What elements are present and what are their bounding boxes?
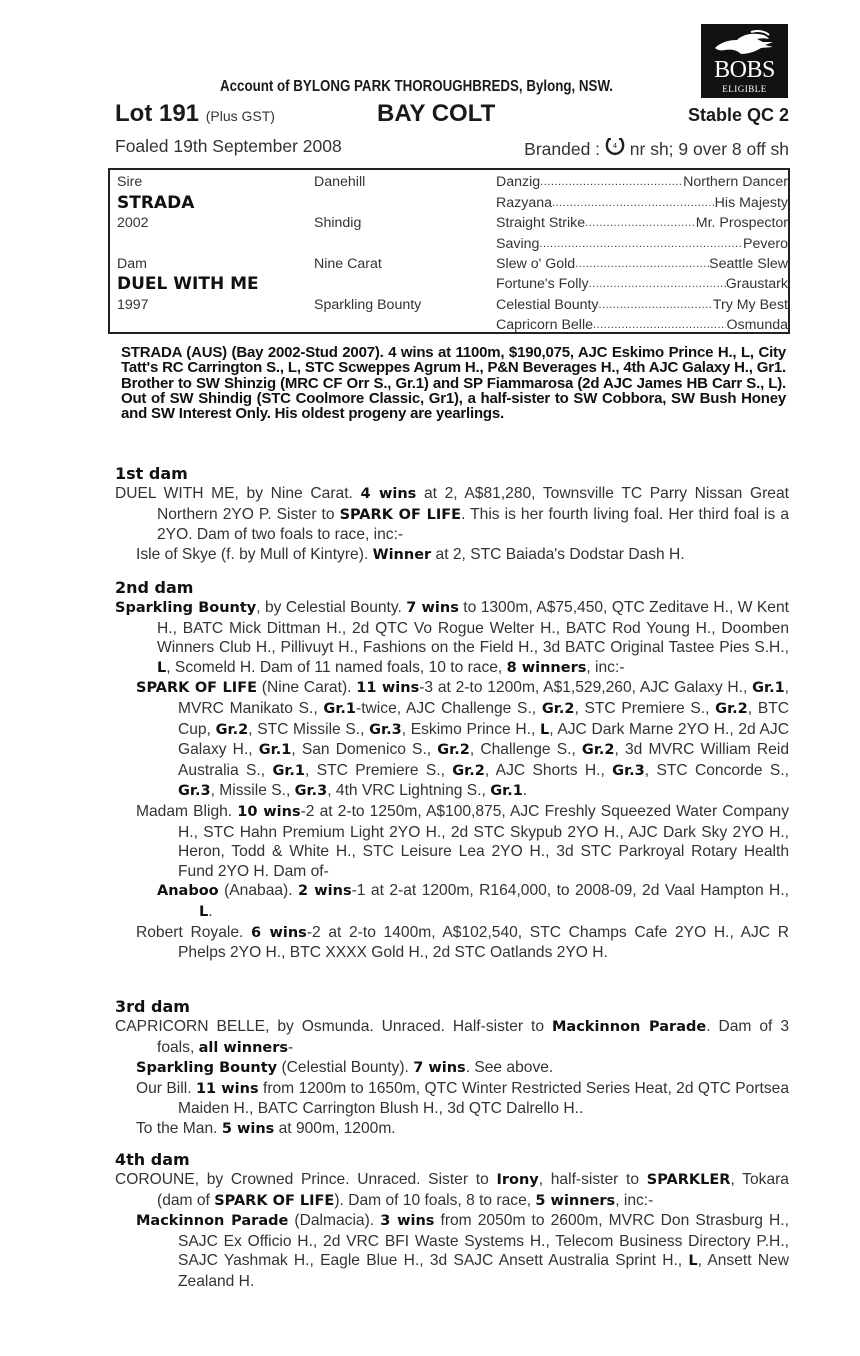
lot-label: Lot 191 [115,100,200,127]
dam-label: Dam [117,256,147,272]
pedigree-table [108,168,790,334]
sire-year: 2002 [117,215,149,231]
entries [115,598,789,963]
dam-entry: Sparkling Bounty, by Celestial Bounty. 7 wins to 1300m, A$75,450, QTC Zeditave H., W Kent H., BATC Mick Dittman H., 2d QTC Vo Rogue Welter H., BATC Rod Young H., Doomben Winners Club H., Pillivuyt H., Fashions on the Field H., 3d BATC Original Tastee Pies S.H., L, Scomeld H. Dam of 11 named foals, 10 to race, 8 winners, inc:- [115,599,789,676]
section-heading: 2nd dam [115,578,194,597]
progeny-entry: SPARK OF LIFE (Nine Carat). 11 wins-3 at 2-to 1200m, A$1,529,260, AJC Galaxy H., Gr.1, MVRC Manikato S., Gr.1-twice, AJC Challenge S., Gr.2, STC Premiere S., Gr.2, BTC Cup, Gr.2, STC Missile S., Gr.3, Eskimo Prince H., L, AJC Dark Marne 2YO H., 2d AJC Galaxy H., Gr.1, San Domenico S., Gr.2, Challenge S., Gr.2, 3d MVRC William Reid Australia S., Gr.1, STC Premiere S., Gr.2, AJC Shorts H., Gr.3, STC Concorde S., Gr.3, Missile S., Gr.3, 4th VRC Lightning S., Gr.1. [136,679,790,800]
grandparent-row: Celestial Bounty ..... Try My Best [496,295,788,315]
dam-section-3 [115,997,789,1140]
entries [115,484,789,565]
progeny-entry: Isle of Skye (f. by Mull of Kintyre). Winner at 2, STC Baiada's Dodstar Dash H. [136,545,685,563]
svg-text:4: 4 [612,142,618,150]
sire-dam: Shindig [314,215,362,231]
dam-section-1 [115,464,789,565]
branded-info [524,136,789,160]
progeny-entry: Our Bill. 11 wins from 1200m to 1650m, QTC Winter Restricted Series Heat, 2d QTC Portsea Maiden H., BATC Carrington Blush H., 3d QTC Dalrello H.. [136,1079,790,1118]
dam-section-4 [115,1150,789,1292]
sire-name: STRADA [117,193,195,213]
sire-label: Sire [117,174,143,190]
sire-summary: STRADA (AUS) (Bay 2002-Stud 2007). 4 wins at 1100m, $190,075, AJC Eskimo Prince H., L, City Tatt's RC Carrington S., L, STC Scweppes Agrum H., P&N Beverages H., 4th AJC Galaxy H., Gr1. Brother to SW Shinzig (MRC CF Orr S., Gr.1) and SP Fiammarosa (2d AJC James HB Carr S., L). Out of SW Shindig (STC Coolmore Classic, Gr1), a half-sister to SW Cobbora, SW Bush Honey and SW Interest Only. His oldest progeny are yearlings. [121,344,786,423]
foaled-date: Foaled 19th September 2008 [115,136,342,156]
progeny-entry: Robert Royale. 6 wins-2 at 2-to 1400m, A$102,540, STC Champs Cafe 2YO H., AJC R Phelps 2YO H., BTC XXXX Gold H., 2d STC Oatlands 2YO H. [136,923,789,962]
progeny-entry: Anaboo (Anabaa). 2 wins-1 at 2-at 1200m, R164,000, to 2008-09, 2d Vaal Hampton H., L. [157,882,789,920]
horseshoe-brand-icon [605,136,625,156]
entries [115,1170,789,1292]
progeny-entry: To the Man. 5 wins at 900m, 1200m. [136,1119,396,1137]
grandparent-row: Slew o' Gold ..... Seattle Slew [496,254,788,274]
grandparent-row: Saving ..... Pevero [496,234,788,254]
grandparent-row: Straight Strike ..... Mr. Prospector [496,213,788,233]
grandparent-row: Capricorn Belle ..... Osmunda [496,315,788,335]
sire-sire: Danehill [314,174,366,190]
lot-number [115,100,275,128]
entries [115,1017,789,1140]
stable-location: Stable QC 2 [687,105,789,125]
vendor-account: Account of BYLONG PARK THOROUGHBREDS, Bylong, NSW. [220,78,613,95]
logo-eligible-text: ELIGIBLE [722,84,767,94]
section-heading: 1st dam [115,464,188,483]
lot-row [115,100,789,130]
dam-section-2 [115,578,789,963]
dam-entry: CAPRICORN BELLE, by Osmunda. Unraced. Half-sister to Mackinnon Parade. Dam of 3 foals, all winners- [115,1018,789,1056]
horse-head-icon [711,30,777,58]
bobs-eligible-logo [701,24,788,98]
horse-description: BAY COLT [377,100,496,127]
progeny-entry: Madam Bligh. 10 wins-2 at 2-to 1250m, A$100,875, AJC Freshly Squeezed Water Company H., STC Hahn Premium Light 2YO H., 2d STC Skypub 2YO H., AJC Dark Sky 2YO H., Heron, Todd & White H., STC Leisure Lea 2YO H., 3d STC Parkroyal Rotary Health Fund 2YO H. Dam of- [136,802,790,880]
dam-entry: COROUNE, by Crowned Prince. Unraced. Sister to Irony, half-sister to SPARKLER, Tokara (dam of SPARK OF LIFE). Dam of 10 foals, 8 to race, 5 winners, inc:- [115,1171,789,1209]
branded-text: nr sh; 9 over 8 off sh [629,139,789,159]
dam-entry: DUEL WITH ME, by Nine Carat. 4 wins at 2, A$81,280, Townsville TC Parry Nissan Great Northern 2YO P. Sister to SPARK OF LIFE. This is her fourth living foal. Her third foal is a 2YO. Dam of two foals to race, inc:- [115,485,790,544]
dam-dam: Sparkling Bounty [314,297,422,313]
logo-bobs-text: BOBS [714,57,775,83]
progeny-entry: Mackinnon Parade (Dalmacia). 3 wins from 2050m to 2600m, MVRC Don Strasburg H., SAJC Ex Officio H., 2d VRC BFI Waste Systems H., Telecom Business Directory P.H., SAJC Yashmak H., Eagle Blue H., 3d SAJC Ansett Australia Sprint H., L, Ansett New Zealand H. [136,1212,789,1290]
dam-sire: Nine Carat [314,256,382,272]
progeny-entry: Sparkling Bounty (Celestial Bounty). 7 wins. See above. [136,1059,554,1077]
gst-note: (Plus GST) [205,108,275,124]
grandparent-row: Danzig ..... Northern Dancer [496,172,788,192]
grandparent-row: Fortune's Folly ..... Graustark [496,274,788,294]
dam-year: 1997 [117,297,149,313]
grandparent-row: Razyana ..... His Majesty [496,193,788,213]
branded-label: Branded : [524,139,601,159]
section-heading: 4th dam [115,1150,190,1169]
dam-name: DUEL WITH ME [117,274,259,294]
section-heading: 3rd dam [115,997,190,1016]
